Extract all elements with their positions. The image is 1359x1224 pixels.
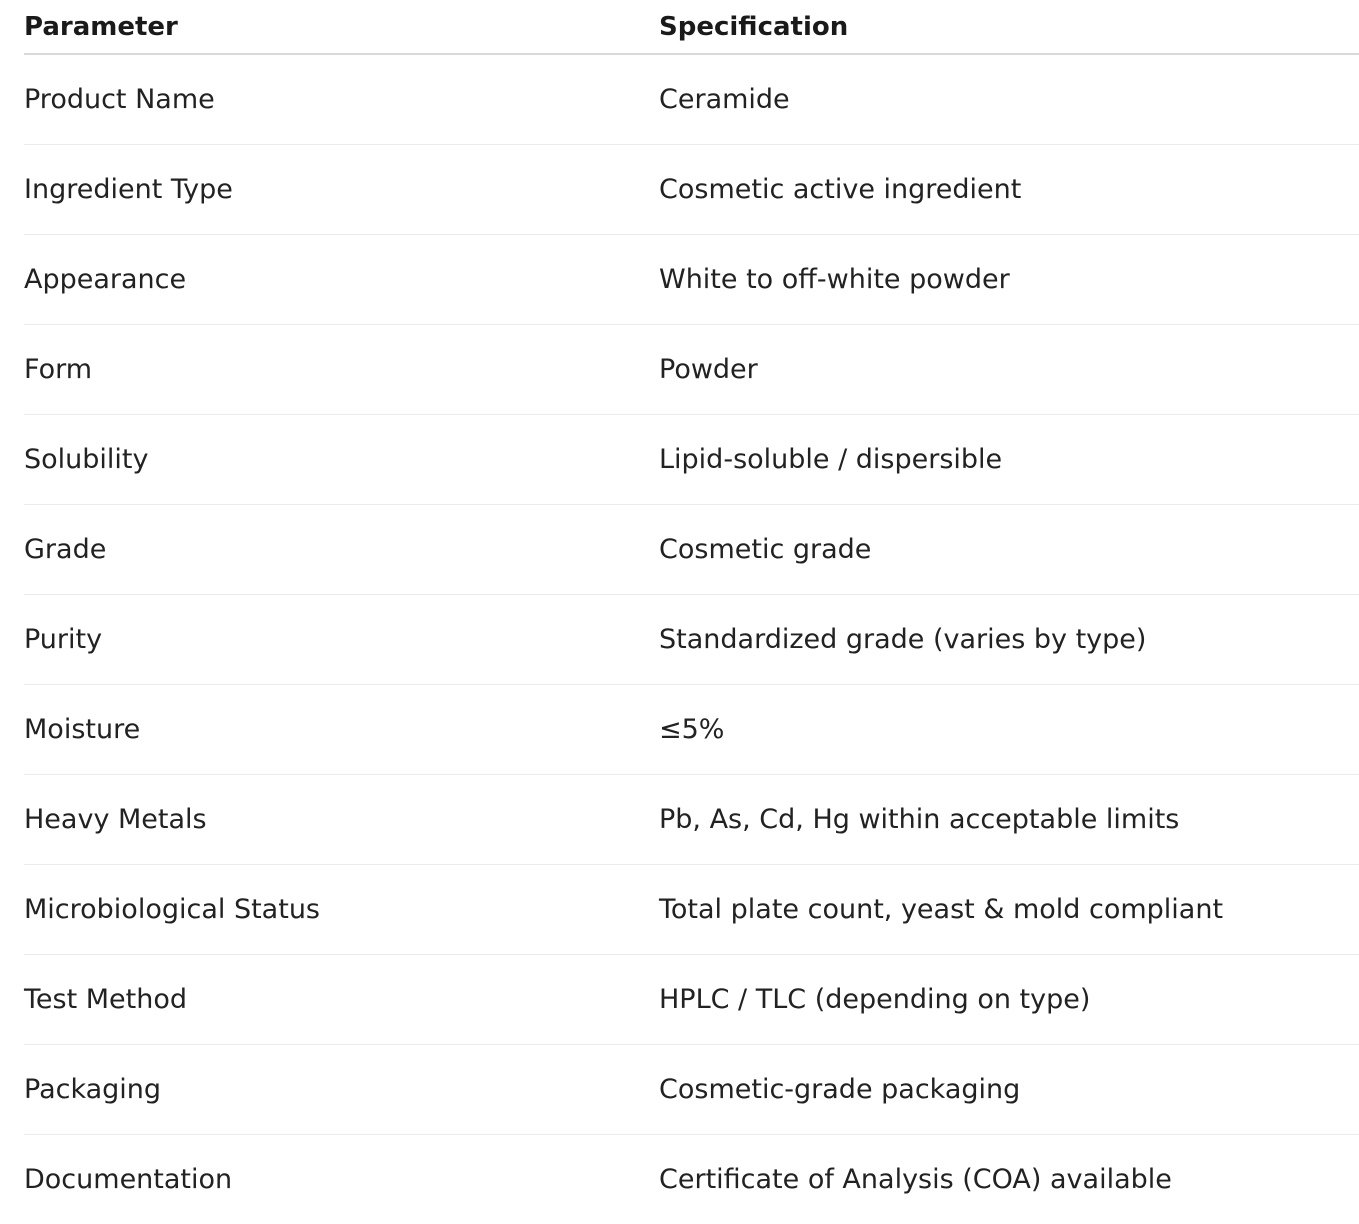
cell-parameter: Heavy Metals [24, 774, 659, 864]
cell-parameter: Purity [24, 594, 659, 684]
table-body [24, 54, 1359, 1224]
cell-specification: HPLC / TLC (depending on type) [659, 954, 1359, 1044]
table-header [24, 0, 1359, 54]
cell-specification: ≤5% [659, 684, 1359, 774]
cell-specification: Standardized grade (varies by type) [659, 594, 1359, 684]
table-row [24, 684, 1359, 774]
table-row [24, 504, 1359, 594]
cell-parameter: Ingredient Type [24, 144, 659, 234]
cell-specification: Ceramide [659, 54, 1359, 144]
table-row [24, 954, 1359, 1044]
cell-specification: Total plate count, yeast & mold compliant [659, 864, 1359, 954]
cell-specification: Pb, As, Cd, Hg within acceptable limits [659, 774, 1359, 864]
cell-specification: White to off-white powder [659, 234, 1359, 324]
cell-specification: Lipid-soluble / dispersible [659, 414, 1359, 504]
cell-specification: Cosmetic grade [659, 504, 1359, 594]
header-row [24, 0, 1359, 54]
header-specification: Specification [659, 0, 1359, 54]
cell-specification: Powder [659, 324, 1359, 414]
cell-parameter: Microbiological Status [24, 864, 659, 954]
table-row [24, 54, 1359, 144]
table-row [24, 774, 1359, 864]
cell-parameter: Product Name [24, 54, 659, 144]
cell-specification: Cosmetic active ingredient [659, 144, 1359, 234]
cell-parameter: Solubility [24, 414, 659, 504]
table-row [24, 1044, 1359, 1134]
cell-parameter: Test Method [24, 954, 659, 1044]
table-row [24, 594, 1359, 684]
cell-parameter: Form [24, 324, 659, 414]
table-row [24, 234, 1359, 324]
cell-parameter: Appearance [24, 234, 659, 324]
header-parameter: Parameter [24, 0, 659, 54]
table-row [24, 414, 1359, 504]
cell-parameter: Grade [24, 504, 659, 594]
table-row [24, 144, 1359, 234]
cell-parameter: Moisture [24, 684, 659, 774]
cell-specification: Certificate of Analysis (COA) available [659, 1163, 1172, 1195]
cell-specification: Cosmetic-grade packaging [659, 1044, 1359, 1134]
table-row [24, 1134, 1359, 1224]
cell-parameter: Documentation [24, 1163, 233, 1195]
table-row [24, 864, 1359, 954]
table-row [24, 324, 1359, 414]
cell-parameter: Packaging [24, 1044, 659, 1134]
specification-table [24, 0, 1359, 1224]
